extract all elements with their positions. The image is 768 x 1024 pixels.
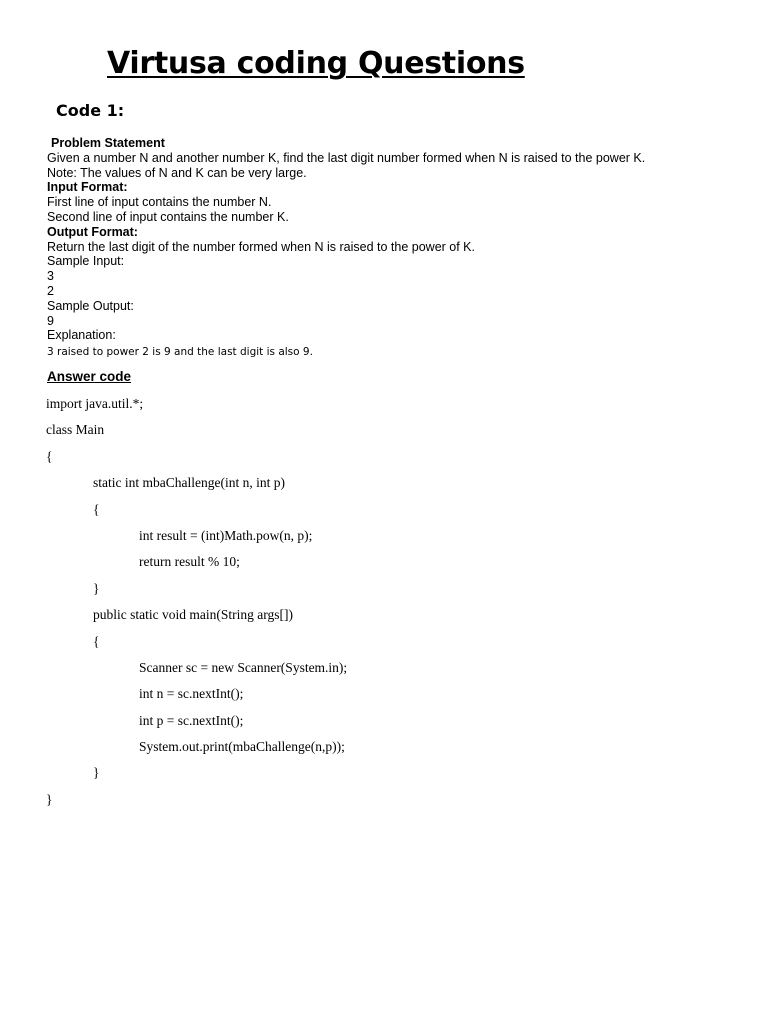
input-format-line: Second line of input contains the number K.	[47, 209, 289, 224]
code-line: }	[46, 791, 53, 807]
sample-output-label: Sample Output:	[47, 298, 134, 313]
problem-note-line: Note: The values of N and K can be very large.	[47, 165, 307, 180]
code-line: System.out.print(mbaChallenge(n,p));	[139, 739, 345, 755]
code-line: }	[93, 580, 100, 596]
output-format-heading: Output Format:	[47, 224, 138, 239]
code-line: return result % 10;	[139, 554, 240, 570]
problem-statement-line: Given a number N and another number K, find the last digit number formed when N is raised to the power K.	[47, 150, 646, 165]
document-title: Virtusa coding Questions	[107, 46, 525, 81]
code-line: public static void main(String args[])	[93, 607, 293, 623]
code-heading: Code 1:	[56, 101, 125, 120]
problem-section	[47, 136, 645, 360]
code-line: {	[93, 633, 100, 649]
code-line: int p = sc.nextInt();	[139, 712, 244, 728]
code-line: }	[93, 765, 100, 781]
code-line: static int mbaChallenge(int n, int p)	[93, 475, 285, 491]
problem-statement-heading: Problem Statement	[51, 136, 165, 150]
code-line: int result = (int)Math.pow(n, p);	[139, 527, 313, 543]
explanation-label: Explanation:	[47, 328, 116, 343]
code-line: int n = sc.nextInt();	[139, 686, 244, 702]
code-line: {	[93, 501, 100, 517]
answer-code-heading: Answer code	[47, 369, 132, 384]
code-line: {	[46, 448, 53, 464]
code-line: Scanner sc = new Scanner(System.in);	[139, 659, 348, 675]
input-format-heading: Input Format:	[47, 180, 128, 195]
answer-code-block	[46, 395, 347, 817]
output-format-line: Return the last digit of the number formed when N is raised to the power of K.	[47, 239, 475, 254]
sample-output-value: 9	[47, 313, 54, 328]
input-format-line: First line of input contains the number N.	[47, 195, 272, 210]
sample-input-value: 3	[47, 269, 54, 284]
sample-input-value: 2	[47, 283, 54, 298]
code-line: class Main	[46, 422, 105, 438]
sample-input-label: Sample Input:	[47, 254, 125, 269]
explanation-text: 3 raised to power 2 is 9 and the last digit is also 9.	[47, 346, 313, 359]
code-line: import java.util.*;	[46, 396, 144, 411]
